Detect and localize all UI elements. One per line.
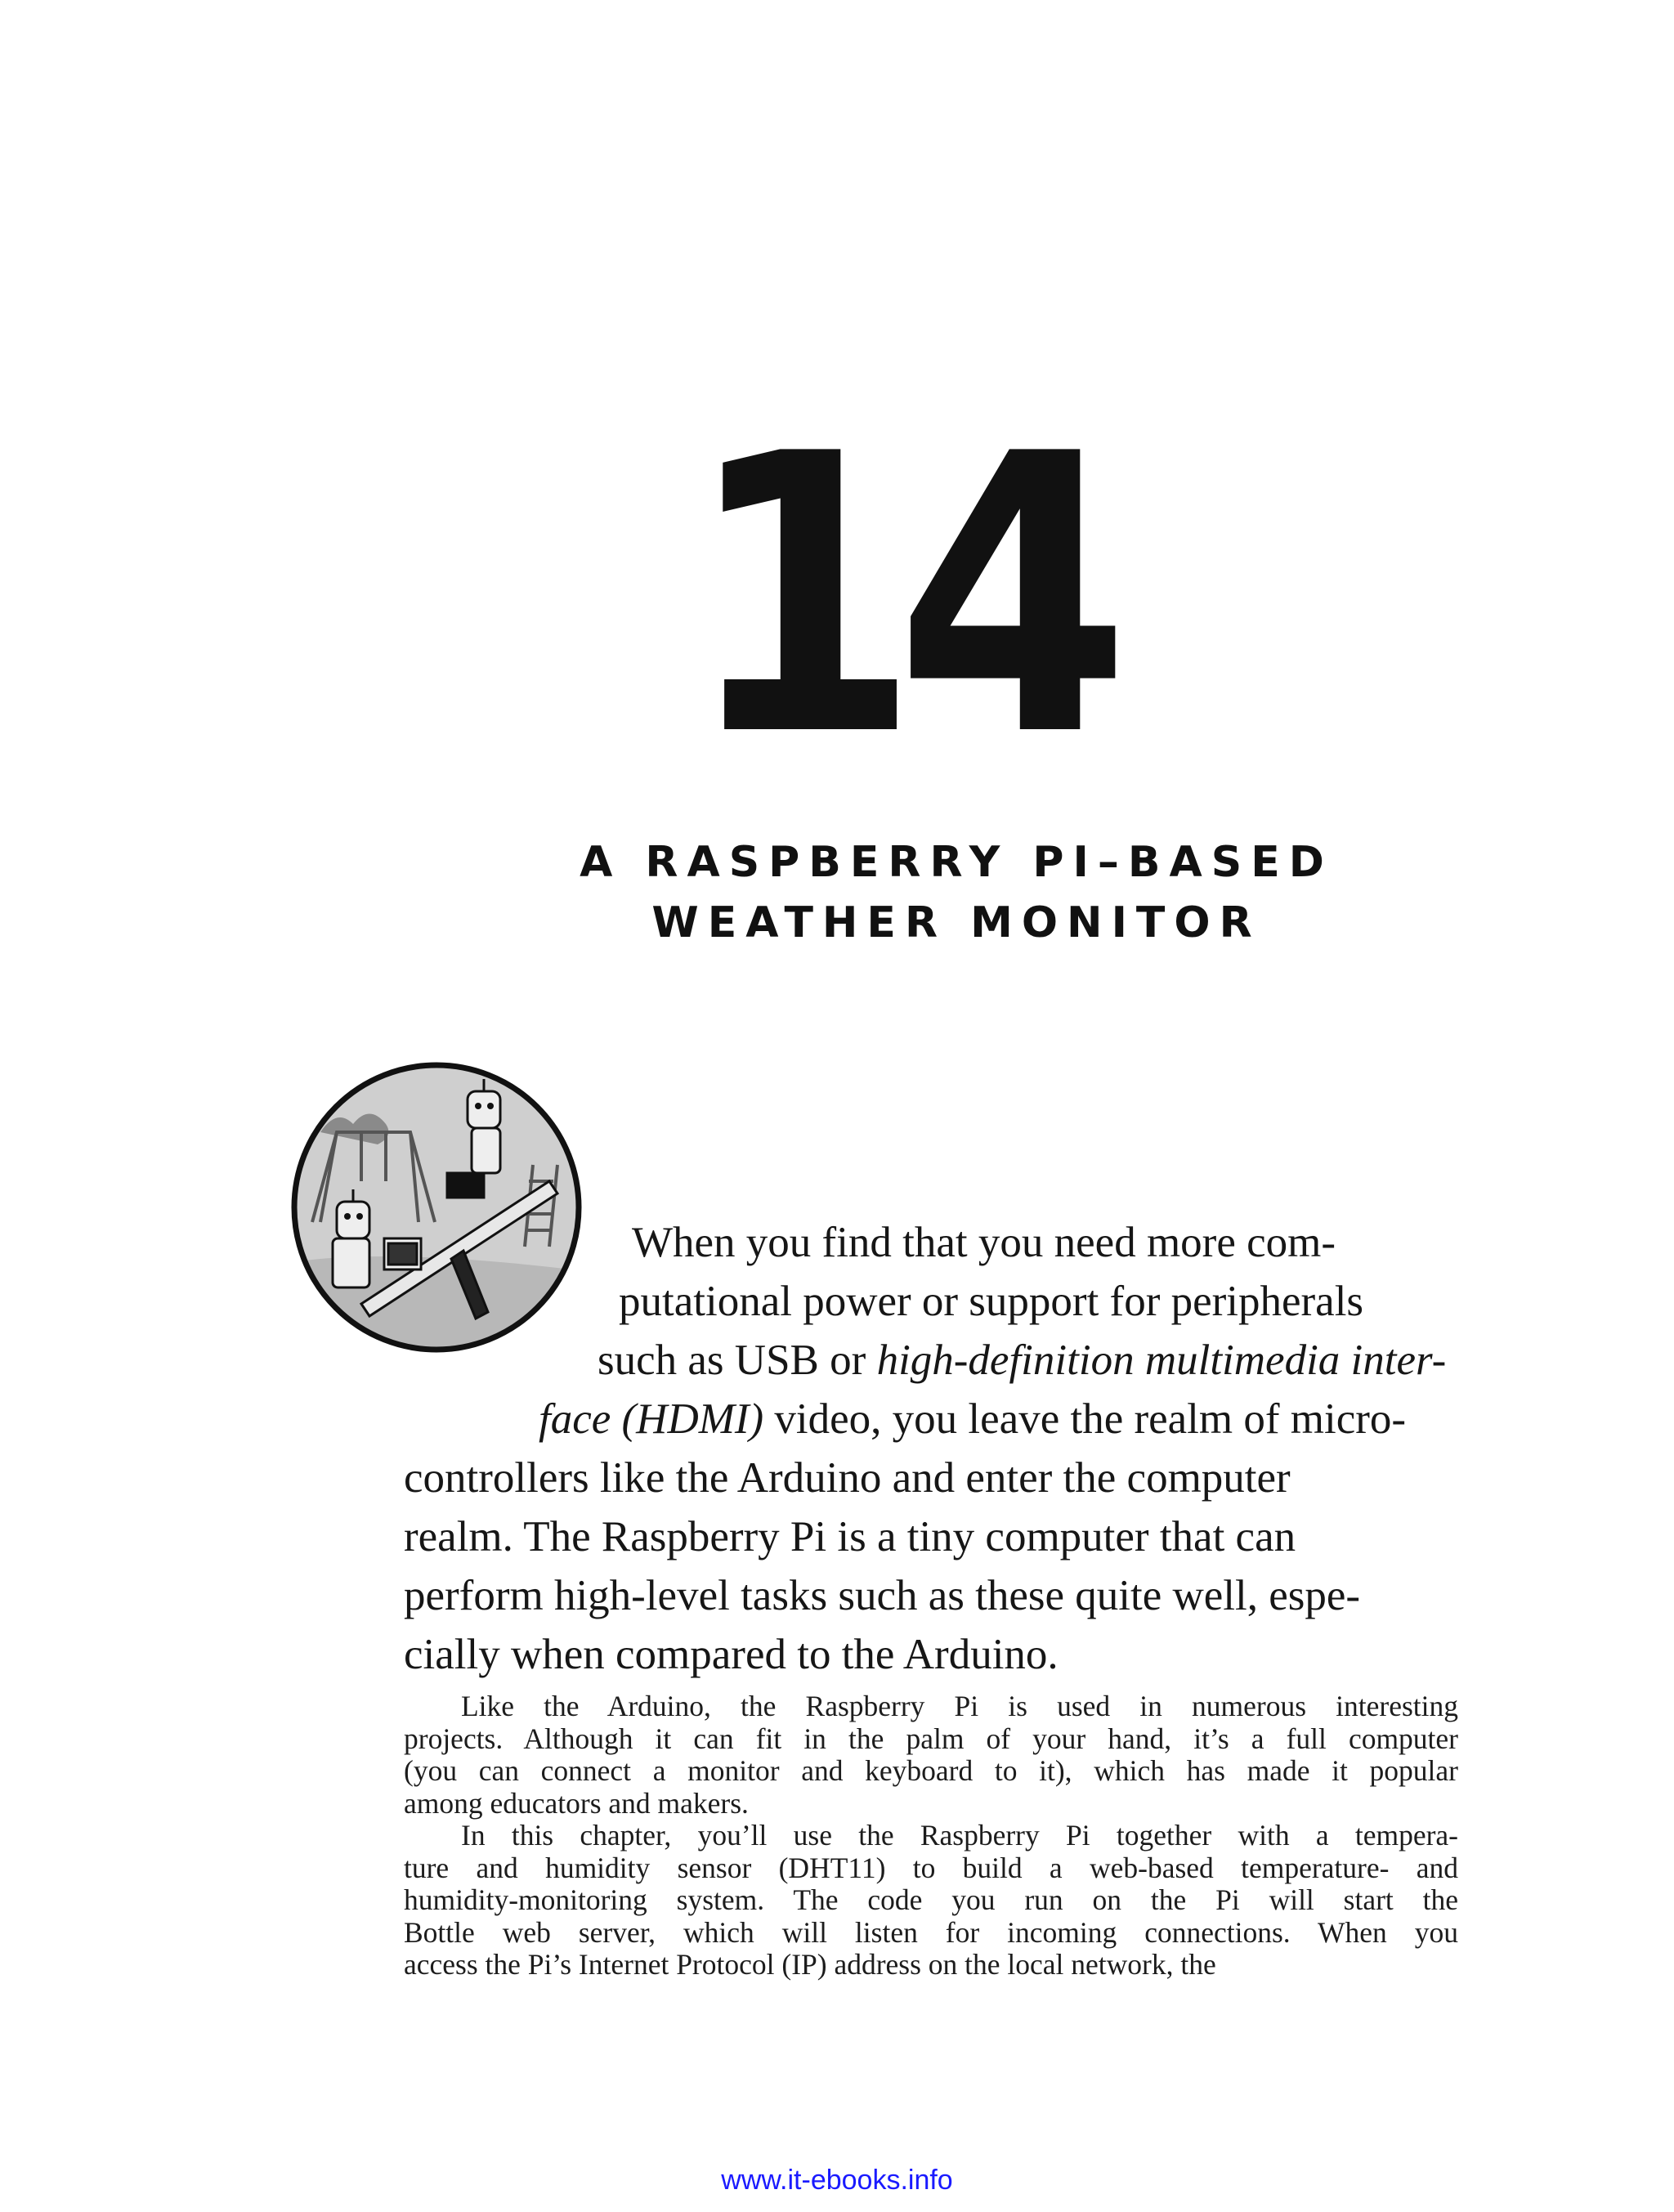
chapter-title-line-2: WEATHER MONITOR <box>651 898 1261 947</box>
paragraph-3-line-1: In this chapter, you’ll use the Raspberry Pi together with a tempera- <box>461 1819 1458 1852</box>
robots-on-seesaw-illustration <box>288 1059 585 1356</box>
paragraph-3-line-3: humidity-monitoring system. The code you run on the Pi will start the <box>404 1883 1458 1916</box>
lead-line-2: putational power or support for peripherals <box>619 1278 1364 1325</box>
lead-line-3 <box>598 1331 1446 1390</box>
chapter-title <box>458 832 1455 953</box>
paragraph-3 <box>404 1820 1458 1981</box>
chapter-title-line-1: A RASPBERRY PI–BASED <box>580 838 1333 887</box>
lead-line-4-italic: face (HDMI) <box>539 1395 764 1443</box>
paragraph-2-line-2: projects. Although it can fit in the palm of your hand, it’s a full computer <box>404 1722 1458 1755</box>
lead-line-5: controllers like the Arduino and enter the computer <box>404 1454 1291 1502</box>
paragraph-2-line-1: Like the Arduino, the Raspberry Pi is used in numerous interesting <box>461 1690 1458 1722</box>
lead-line-6: realm. The Raspberry Pi is a tiny computer that can <box>404 1513 1296 1560</box>
paragraph-2 <box>404 1690 1458 1820</box>
paragraph-3-line-2: ture and humidity sensor (DHT11) to build a web-based temperature- and <box>404 1851 1458 1884</box>
lead-line-1: When you find that you need more com- <box>632 1219 1336 1266</box>
chapter-number-text: 14 <box>684 373 1107 820</box>
chapter-number <box>116 373 1589 820</box>
paragraph-3-line-5: access the Pi’s Internet Protocol (IP) address on the local network, the <box>404 1948 1216 1981</box>
paragraph-2-line-3: (you can connect a monitor and keyboard to it), which has made it popular <box>404 1754 1458 1787</box>
paragraph-2-line-4: among educators and makers. <box>404 1786 749 1820</box>
paragraph-3-line-4: Bottle web server, which will listen for incoming connections. When you <box>404 1915 1458 1949</box>
lead-line-4-text: video, you leave the realm of micro- <box>763 1395 1407 1443</box>
lead-line-4 <box>539 1390 1406 1449</box>
lead-line-3-italic: high-definition multimedia inter- <box>876 1337 1447 1384</box>
footer-link[interactable]: www.it-ebooks.info <box>721 2165 953 2196</box>
lead-line-3-text: such as USB or <box>598 1337 877 1384</box>
lead-line-7: perform high-level tasks such as these quite well, espe- <box>404 1572 1361 1619</box>
lead-line-8: cially when compared to the Arduino. <box>404 1631 1059 1678</box>
